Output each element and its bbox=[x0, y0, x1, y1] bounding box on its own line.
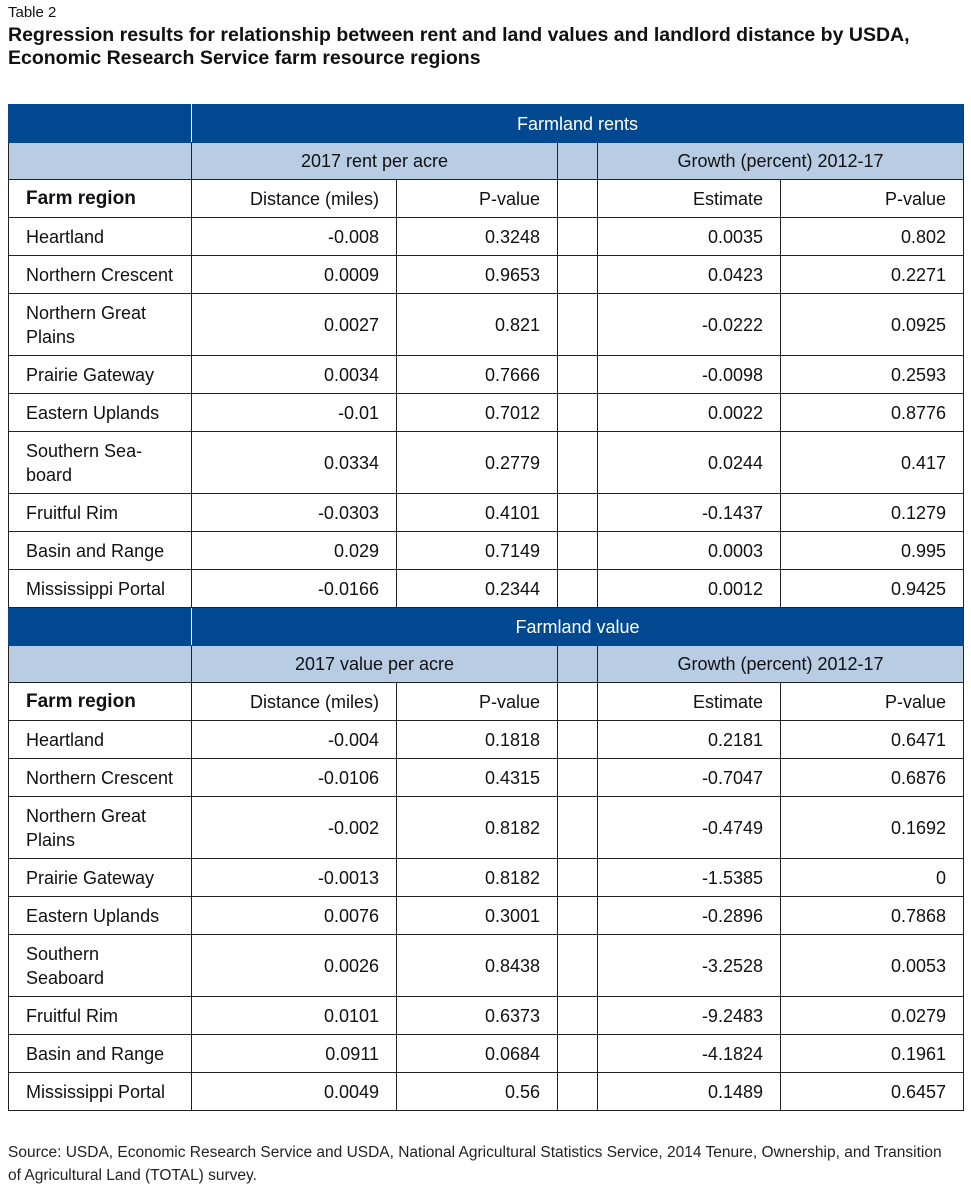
column-header-distance: Distance (miles) bbox=[192, 180, 397, 218]
estimate-cell: 0.0022 bbox=[598, 394, 781, 432]
group-header-row bbox=[9, 143, 964, 180]
pvalue-cell: 0.8438 bbox=[397, 935, 558, 997]
estimate-cell: -3.2528 bbox=[598, 935, 781, 997]
region-name-cell: Northern Crescent bbox=[9, 759, 192, 797]
distance-cell: -0.0166 bbox=[192, 570, 397, 608]
estimate-cell: -0.1437 bbox=[598, 494, 781, 532]
region-name-cell: Northern Great Plains bbox=[9, 797, 192, 859]
pvalue-cell: 0 bbox=[781, 859, 964, 897]
spacer-cell bbox=[558, 256, 598, 294]
region-name-cell: Prairie Gateway bbox=[9, 859, 192, 897]
pvalue-cell: 0.9425 bbox=[781, 570, 964, 608]
pvalue-cell: 0.6373 bbox=[397, 997, 558, 1035]
column-header-pvalue: P-value bbox=[781, 683, 964, 721]
region-name-cell: Fruitful Rim bbox=[9, 997, 192, 1035]
spacer-cell bbox=[558, 897, 598, 935]
distance-cell: -0.0106 bbox=[192, 759, 397, 797]
region-name-cell: Eastern Uplands bbox=[9, 897, 192, 935]
column-header-pvalue: P-value bbox=[397, 683, 558, 721]
distance-cell: 0.0334 bbox=[192, 432, 397, 494]
pvalue-cell: 0.0684 bbox=[397, 1035, 558, 1073]
distance-cell: 0.0009 bbox=[192, 256, 397, 294]
pvalue-cell: 0.0053 bbox=[781, 935, 964, 997]
spacer-cell bbox=[558, 935, 598, 997]
pvalue-cell: 0.3248 bbox=[397, 218, 558, 256]
table-row bbox=[9, 859, 964, 897]
distance-cell: -0.008 bbox=[192, 218, 397, 256]
pvalue-cell: 0.3001 bbox=[397, 897, 558, 935]
estimate-cell: -1.5385 bbox=[598, 859, 781, 897]
pvalue-cell: 0.995 bbox=[781, 532, 964, 570]
column-header-region: Farm region bbox=[9, 683, 192, 721]
table-title: Regression results for relationship between rent and land values and landlord distance by USDA, Economic Research Service farm resource regions bbox=[8, 24, 910, 69]
column-header-row bbox=[9, 180, 964, 218]
region-name-cell: Mississippi Portal bbox=[9, 1073, 192, 1111]
group-blank-cell bbox=[9, 143, 192, 180]
table-row bbox=[9, 294, 964, 356]
section-title-row bbox=[9, 105, 964, 143]
pvalue-cell: 0.4315 bbox=[397, 759, 558, 797]
table-row bbox=[9, 432, 964, 494]
table-row bbox=[9, 759, 964, 797]
pvalue-cell: 0.8776 bbox=[781, 394, 964, 432]
region-name-cell: Basin and Range bbox=[9, 532, 192, 570]
pvalue-cell: 0.6471 bbox=[781, 721, 964, 759]
header-blank-cell bbox=[9, 105, 192, 143]
distance-cell: 0.0026 bbox=[192, 935, 397, 997]
pvalue-cell: 0.1692 bbox=[781, 797, 964, 859]
source-note: Source: USDA, Economic Research Service and USDA, National Agricultural Statistics Service, 2014 Tenure, Ownership, and Transition of Agricultural Land (TOTAL) survey. bbox=[8, 1144, 942, 1184]
pvalue-cell: 0.2593 bbox=[781, 356, 964, 394]
table-label: Table 2 bbox=[8, 4, 57, 21]
estimate-cell: -0.0098 bbox=[598, 356, 781, 394]
spacer-cell bbox=[558, 356, 598, 394]
pvalue-cell: 0.821 bbox=[397, 294, 558, 356]
estimate-cell: -0.0222 bbox=[598, 294, 781, 356]
pvalue-cell: 0.6457 bbox=[781, 1073, 964, 1111]
pvalue-cell: 0.1961 bbox=[781, 1035, 964, 1073]
region-name-cell: Fruitful Rim bbox=[9, 494, 192, 532]
spacer-cell bbox=[558, 494, 598, 532]
column-header-distance: Distance (miles) bbox=[192, 683, 397, 721]
section-title-row bbox=[9, 608, 964, 646]
table-row bbox=[9, 256, 964, 294]
estimate-cell: 0.0012 bbox=[598, 570, 781, 608]
region-name-cell: Northern Crescent bbox=[9, 256, 192, 294]
table-row bbox=[9, 935, 964, 997]
estimate-cell: -0.7047 bbox=[598, 759, 781, 797]
distance-cell: 0.029 bbox=[192, 532, 397, 570]
spacer-cell bbox=[558, 432, 598, 494]
group-header-row bbox=[9, 646, 964, 683]
pvalue-cell: 0.4101 bbox=[397, 494, 558, 532]
spacer-cell bbox=[558, 797, 598, 859]
section-title: Farmland rents bbox=[192, 105, 964, 143]
pvalue-cell: 0.2344 bbox=[397, 570, 558, 608]
table-row bbox=[9, 356, 964, 394]
pvalue-cell: 0.1279 bbox=[781, 494, 964, 532]
group-separator-cell bbox=[558, 646, 598, 683]
header-blank-cell bbox=[9, 608, 192, 646]
estimate-cell: 0.0423 bbox=[598, 256, 781, 294]
pvalue-cell: 0.0279 bbox=[781, 997, 964, 1035]
spacer-cell bbox=[558, 1073, 598, 1111]
section-title: Farmland value bbox=[192, 608, 964, 646]
distance-cell: 0.0049 bbox=[192, 1073, 397, 1111]
distance-cell: 0.0076 bbox=[192, 897, 397, 935]
table-row bbox=[9, 1073, 964, 1111]
column-header-pvalue: P-value bbox=[397, 180, 558, 218]
table-row bbox=[9, 218, 964, 256]
distance-cell: -0.002 bbox=[192, 797, 397, 859]
distance-cell: -0.0303 bbox=[192, 494, 397, 532]
estimate-cell: 0.0244 bbox=[598, 432, 781, 494]
table-row bbox=[9, 532, 964, 570]
column-spacer-cell bbox=[558, 683, 598, 721]
table-row bbox=[9, 897, 964, 935]
pvalue-cell: 0.8182 bbox=[397, 859, 558, 897]
spacer-cell bbox=[558, 859, 598, 897]
group-separator-cell bbox=[558, 143, 598, 180]
pvalue-cell: 0.2271 bbox=[781, 256, 964, 294]
column-spacer-cell bbox=[558, 180, 598, 218]
pvalue-cell: 0.417 bbox=[781, 432, 964, 494]
group-header-1: 2017 rent per acre bbox=[192, 143, 558, 180]
pvalue-cell: 0.7666 bbox=[397, 356, 558, 394]
estimate-cell: -0.2896 bbox=[598, 897, 781, 935]
group-header-2: Growth (percent) 2012-17 bbox=[598, 143, 964, 180]
pvalue-cell: 0.1818 bbox=[397, 721, 558, 759]
table-row bbox=[9, 797, 964, 859]
table-row bbox=[9, 997, 964, 1035]
estimate-cell: 0.0003 bbox=[598, 532, 781, 570]
spacer-cell bbox=[558, 997, 598, 1035]
region-name-cell: Heartland bbox=[9, 721, 192, 759]
spacer-cell bbox=[558, 759, 598, 797]
pvalue-cell: 0.7012 bbox=[397, 394, 558, 432]
group-blank-cell bbox=[9, 646, 192, 683]
distance-cell: 0.0911 bbox=[192, 1035, 397, 1073]
table-row bbox=[9, 394, 964, 432]
estimate-cell: -4.1824 bbox=[598, 1035, 781, 1073]
estimate-cell: 0.2181 bbox=[598, 721, 781, 759]
group-header-2: Growth (percent) 2012-17 bbox=[598, 646, 964, 683]
estimate-cell: 0.0035 bbox=[598, 218, 781, 256]
column-header-pvalue: P-value bbox=[781, 180, 964, 218]
column-header-row bbox=[9, 683, 964, 721]
table-row bbox=[9, 721, 964, 759]
regression-table-body bbox=[9, 105, 964, 1111]
spacer-cell bbox=[558, 394, 598, 432]
pvalue-cell: 0.56 bbox=[397, 1073, 558, 1111]
distance-cell: -0.0013 bbox=[192, 859, 397, 897]
pvalue-cell: 0.0925 bbox=[781, 294, 964, 356]
estimate-cell: -0.4749 bbox=[598, 797, 781, 859]
estimate-cell: -9.2483 bbox=[598, 997, 781, 1035]
region-name-cell: Southern Sea-board bbox=[9, 432, 192, 494]
spacer-cell bbox=[558, 532, 598, 570]
pvalue-cell: 0.802 bbox=[781, 218, 964, 256]
pvalue-cell: 0.2779 bbox=[397, 432, 558, 494]
pvalue-cell: 0.7868 bbox=[781, 897, 964, 935]
region-name-cell: Southern Seaboard bbox=[9, 935, 192, 997]
spacer-cell bbox=[558, 570, 598, 608]
region-name-cell: Prairie Gateway bbox=[9, 356, 192, 394]
region-name-cell: Northern Great Plains bbox=[9, 294, 192, 356]
distance-cell: -0.01 bbox=[192, 394, 397, 432]
estimate-cell: 0.1489 bbox=[598, 1073, 781, 1111]
regression-table bbox=[8, 104, 964, 1111]
region-name-cell: Eastern Uplands bbox=[9, 394, 192, 432]
column-header-estimate: Estimate bbox=[598, 180, 781, 218]
spacer-cell bbox=[558, 721, 598, 759]
spacer-cell bbox=[558, 1035, 598, 1073]
column-header-region: Farm region bbox=[9, 180, 192, 218]
spacer-cell bbox=[558, 294, 598, 356]
pvalue-cell: 0.9653 bbox=[397, 256, 558, 294]
region-name-cell: Heartland bbox=[9, 218, 192, 256]
table-row bbox=[9, 494, 964, 532]
column-header-estimate: Estimate bbox=[598, 683, 781, 721]
pvalue-cell: 0.6876 bbox=[781, 759, 964, 797]
table-row bbox=[9, 1035, 964, 1073]
table-row bbox=[9, 570, 964, 608]
pvalue-cell: 0.7149 bbox=[397, 532, 558, 570]
region-name-cell: Basin and Range bbox=[9, 1035, 192, 1073]
distance-cell: -0.004 bbox=[192, 721, 397, 759]
group-header-1: 2017 value per acre bbox=[192, 646, 558, 683]
region-name-cell: Mississippi Portal bbox=[9, 570, 192, 608]
distance-cell: 0.0101 bbox=[192, 997, 397, 1035]
distance-cell: 0.0034 bbox=[192, 356, 397, 394]
spacer-cell bbox=[558, 218, 598, 256]
pvalue-cell: 0.8182 bbox=[397, 797, 558, 859]
distance-cell: 0.0027 bbox=[192, 294, 397, 356]
